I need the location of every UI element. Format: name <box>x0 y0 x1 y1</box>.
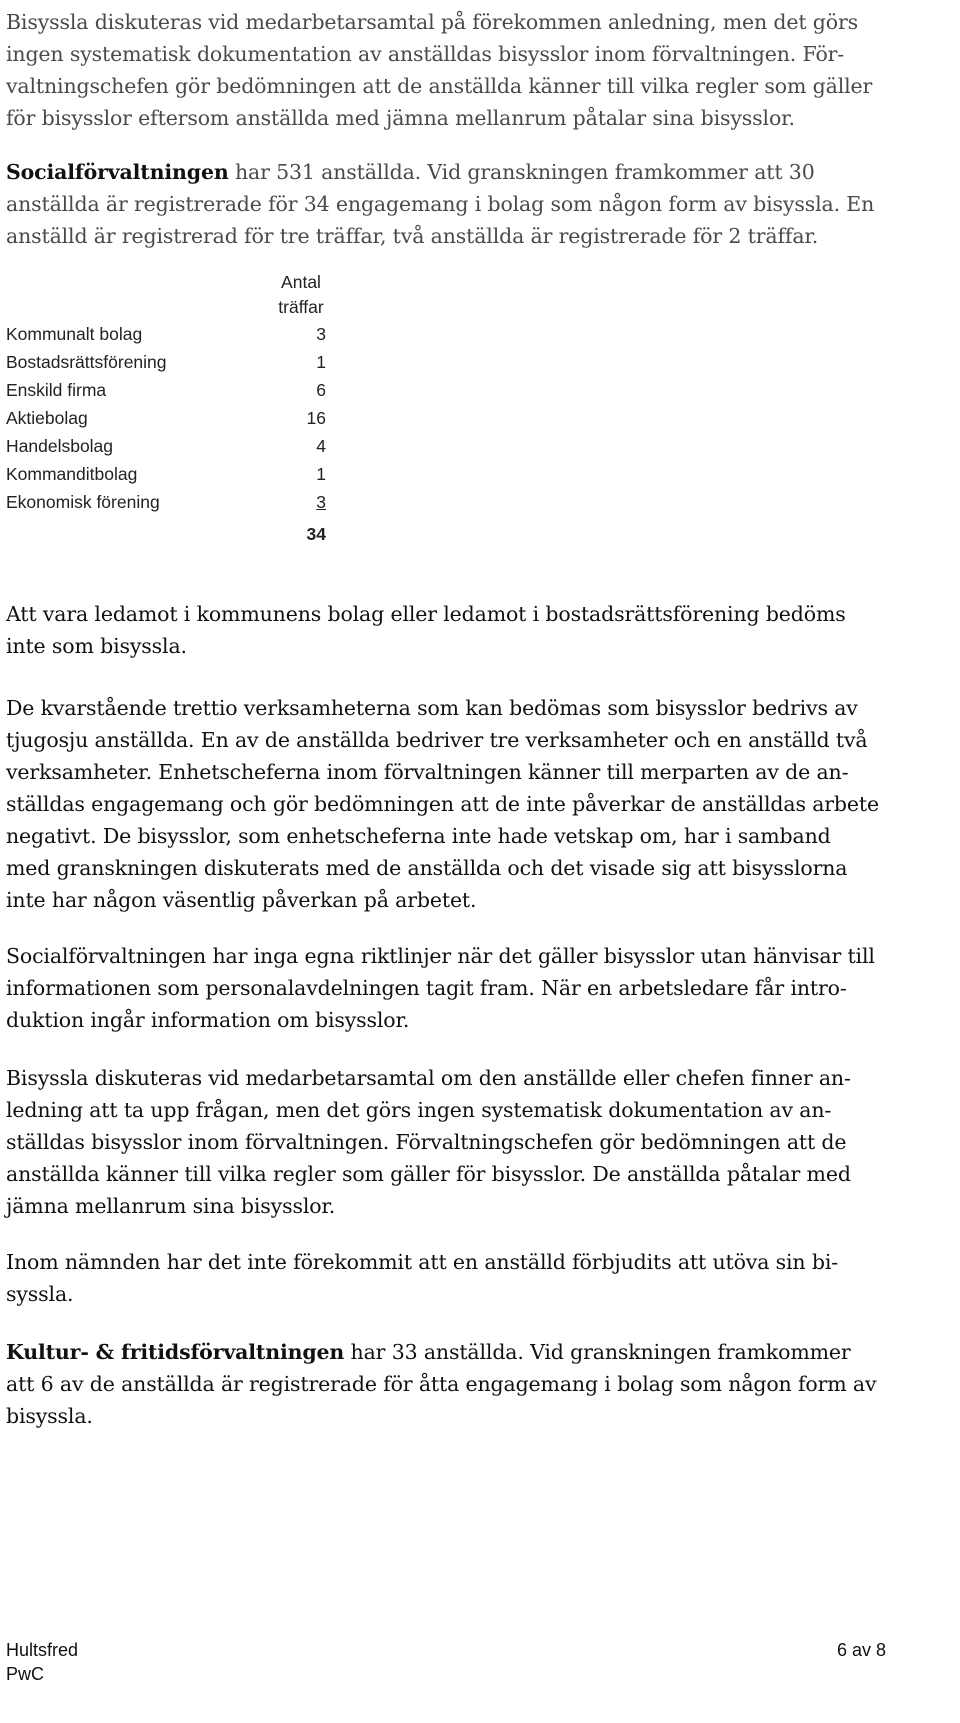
text-line: syssla. <box>6 1282 74 1306</box>
text-line: valtningschefen gör bedömningen att de anställda känner till vilka regler som gäller <box>6 74 873 98</box>
row-value: 16 <box>306 408 326 428</box>
page-number: 6 av 8 <box>836 1640 886 1660</box>
row-label: Aktiebolag <box>6 408 88 428</box>
text-line: jämna mellanrum sina bisysslor. <box>6 1194 336 1218</box>
text-line: Inom nämnden har det inte förekommit att en anställd förbjudits att utöva sin bi- <box>6 1250 839 1274</box>
text-line: inte har någon väsentlig påverkan på arbetet. <box>6 888 477 912</box>
header-line: träffar <box>278 297 324 317</box>
prohibition-paragraph <box>6 1246 838 1310</box>
text-line: ställdas bisysslor inom förvaltningen. Förvaltningschefen gör bedömningen att de <box>6 1130 847 1154</box>
row-value: 1 <box>316 352 326 372</box>
row-value: 4 <box>316 436 326 456</box>
text-line: verksamheter. Enhetscheferna inom förvaltningen känner till merparten av de an- <box>6 760 849 784</box>
text-line: anställda är registrerade för 34 engagemang i bolag som någon form av bisyssla. En <box>6 192 875 216</box>
row-value: 3 <box>316 324 326 344</box>
text-fragment: har 531 anställda. Vid granskningen framkommer att 30 <box>228 160 815 184</box>
text-line: ställdas engagemang och gör bedömningen att de inte påverkar de anställdas arbete <box>6 792 879 816</box>
footer-organization: Hultsfred <box>6 1640 79 1660</box>
section-heading-inline: Kultur- & fritidsförvaltningen <box>6 1340 345 1364</box>
social-services-paragraph <box>6 156 874 252</box>
text-line: Att vara ledamot i kommunens bolag eller ledamot i bostadsrättsförening bedöms <box>6 602 846 626</box>
footer-firm: PwC <box>6 1664 45 1684</box>
header-line: Antal <box>281 272 321 292</box>
text-line: Bisyssla diskuteras vid medarbetarsamtal om den anställde eller chefen finner an- <box>6 1066 851 1090</box>
text-line <box>6 156 874 188</box>
text-line: med granskningen diskuterats med de anställda och det visade sig att bisysslorna <box>6 856 848 880</box>
text-line: att 6 av de anställda är registrerade för åtta engagemang i bolag som någon form av <box>6 1372 877 1396</box>
text-line: informationen som personalavdelningen tagit fram. När en arbetsledare får intro- <box>6 976 847 1000</box>
text-line: inte som bisyssla. <box>6 634 187 658</box>
table-row <box>6 460 346 488</box>
table-row <box>6 404 346 432</box>
intro-paragraph <box>6 6 872 134</box>
text-line: anställd är registrerad för tre träffar, två anställda är registrerade för 2 träffar. <box>6 224 819 248</box>
table-row <box>6 348 346 376</box>
text-line: för bisysslor eftersom anställda med jämna mellanrum påtalar sina bisysslor. <box>6 106 795 130</box>
text-line: Socialförvaltningen har inga egna riktlinjer när det gäller bisysslor utan hänvisar till <box>6 944 875 968</box>
total-value: 34 <box>306 524 326 544</box>
table-row <box>6 432 346 460</box>
appraisal-paragraph <box>6 1062 851 1222</box>
row-label: Kommanditbolag <box>6 464 138 484</box>
row-value: 6 <box>316 380 326 400</box>
text-line: duktion ingår information om bisysslor. <box>6 1008 410 1032</box>
row-value: 3 <box>316 492 326 512</box>
remaining-activities-paragraph <box>6 692 879 916</box>
table-row <box>6 320 346 348</box>
section-heading-inline: Socialförvaltningen <box>6 160 229 184</box>
culture-leisure-paragraph <box>6 1336 876 1432</box>
row-label: Handelsbolag <box>6 436 114 456</box>
table-row <box>6 376 346 404</box>
text-line: bisyssla. <box>6 1404 93 1428</box>
row-value: 1 <box>316 464 326 484</box>
row-label: Bostadsrättsförening <box>6 352 167 372</box>
text-line: tjugosju anställda. En av de anställda bedriver tre verksamheter och en anställd två <box>6 728 868 752</box>
text-line: ingen systematisk dokumentation av anställdas bisysslor inom förvaltningen. För- <box>6 42 845 66</box>
row-label: Ekonomisk förening <box>6 492 160 512</box>
guidelines-paragraph <box>6 940 875 1036</box>
text-line: ledning att ta upp frågan, men det görs ingen systematisk dokumentation av an- <box>6 1098 832 1122</box>
text-line: anställda känner till vilka regler som gäller för bisysslor. De anställda påtalar med <box>6 1162 851 1186</box>
table-row <box>6 488 346 516</box>
board-member-paragraph <box>6 598 846 662</box>
text-line <box>6 1336 876 1368</box>
text-line: negativt. De bisysslor, som enhetscheferna inte hade vetskap om, har i samband <box>6 824 831 848</box>
row-label: Enskild firma <box>6 380 107 400</box>
text-line: Bisyssla diskuteras vid medarbetarsamtal på förekommen anledning, men det görs <box>6 10 858 34</box>
table-column-header <box>261 270 341 320</box>
text-fragment: har 33 anställda. Vid granskningen framkommer <box>344 1340 851 1364</box>
text-line: De kvarstående trettio verksamheterna som kan bedömas som bisysslor bedrivs av <box>6 696 858 720</box>
row-label: Kommunalt bolag <box>6 324 143 344</box>
